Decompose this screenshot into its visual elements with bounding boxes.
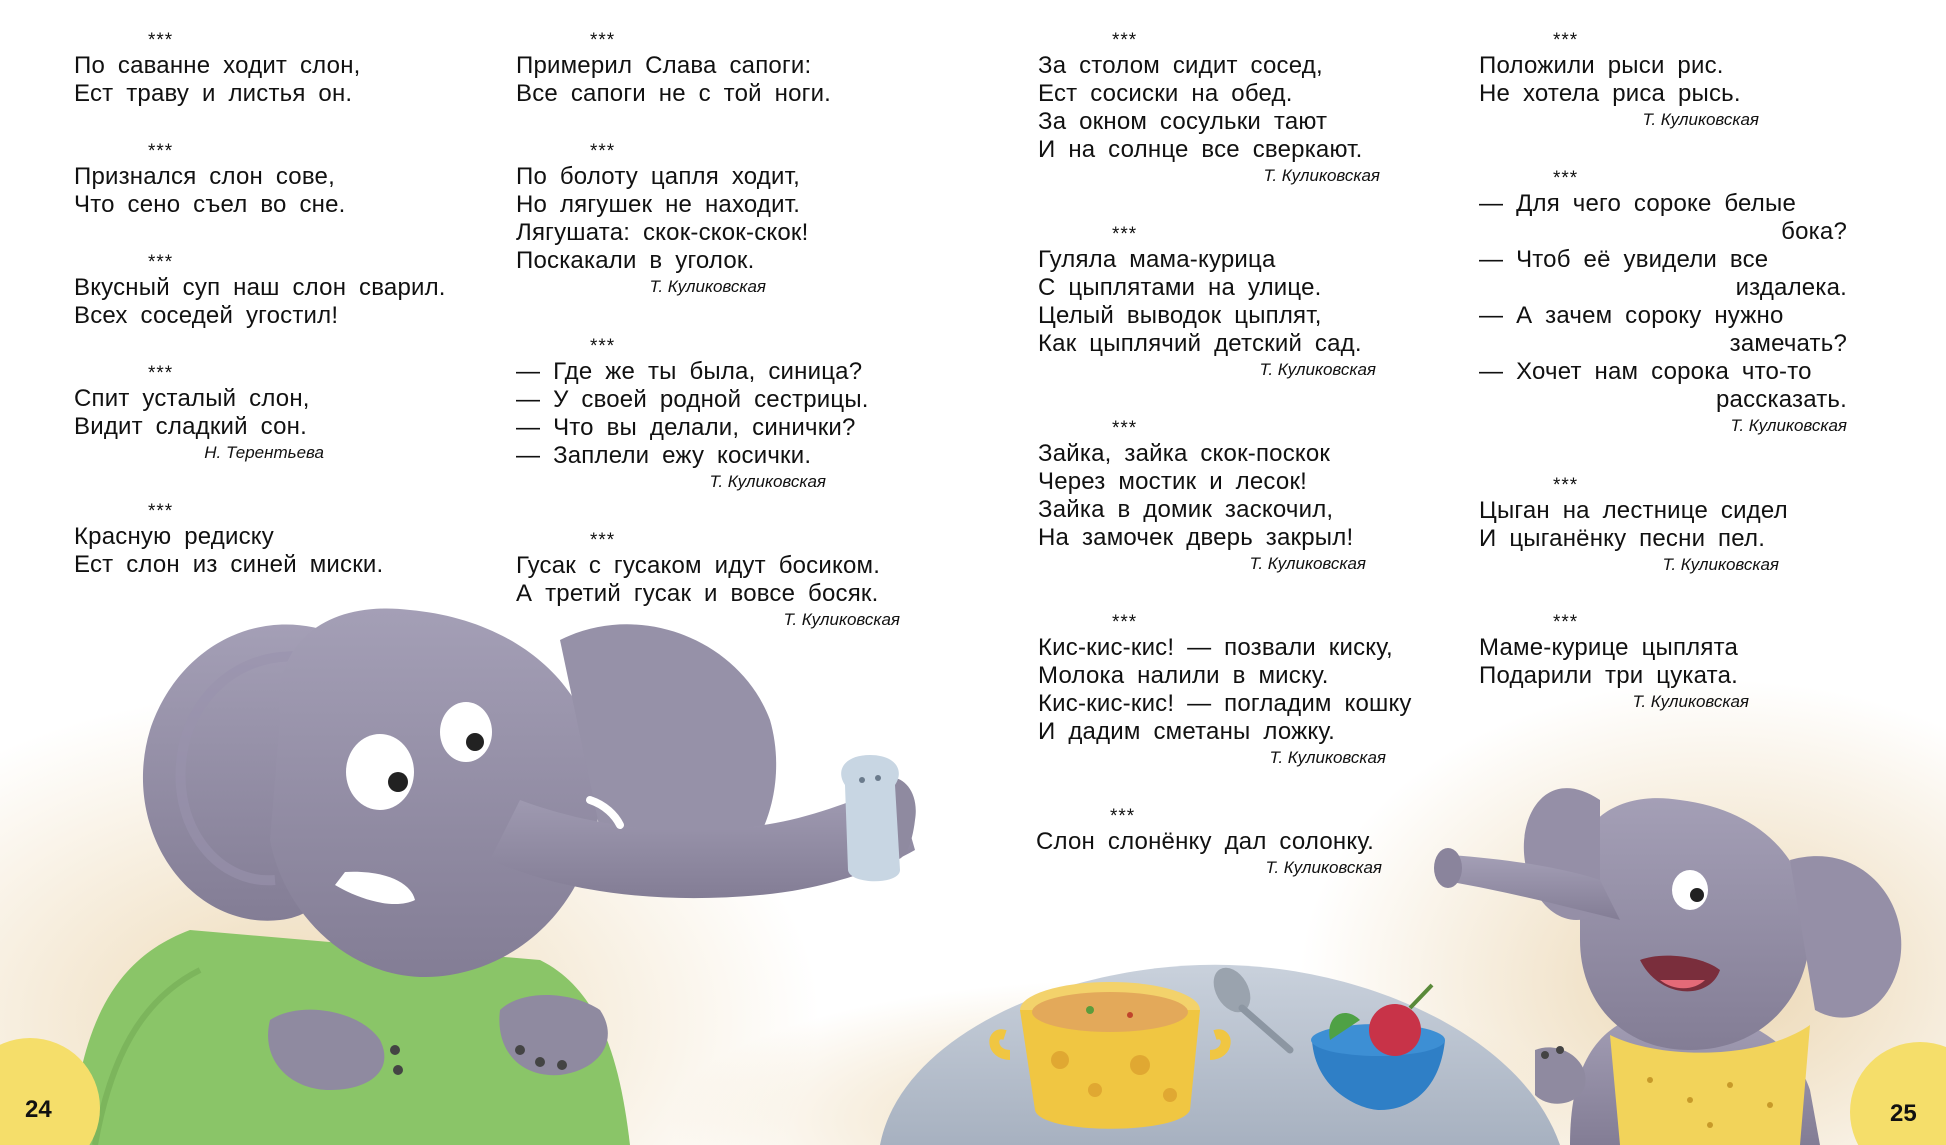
poem-line: рассказать. — [1716, 386, 1847, 413]
poem — [1038, 612, 1412, 770]
poem-author: Т. Куликовская — [1730, 416, 1847, 435]
stanza-separator: *** — [148, 363, 174, 384]
poem-line: Всех соседей угостил! — [74, 302, 339, 329]
page-number-right: 25 — [1890, 1100, 1917, 1127]
poem — [516, 530, 900, 632]
poem-author: Т. Куликовская — [1259, 360, 1376, 379]
poem — [1038, 224, 1376, 382]
poem — [1038, 30, 1380, 188]
poem-line: За окном сосульки тают — [1038, 108, 1328, 135]
stanza-separator: *** — [148, 30, 174, 51]
poem-line: Зайка в домик заскочил, — [1038, 496, 1334, 523]
poem — [1038, 418, 1366, 576]
poem — [1479, 30, 1759, 132]
poem-line: По болоту цапля ходит, — [516, 163, 800, 190]
poem-line: Целый выводок цыплят, — [1038, 302, 1322, 329]
poem-line: Подарили три цуката. — [1479, 662, 1738, 689]
stanza-separator: *** — [590, 141, 616, 162]
stanza-separator: *** — [1112, 612, 1138, 633]
poem — [516, 336, 869, 494]
stanza-separator: *** — [1553, 612, 1579, 633]
stanza-separator: *** — [148, 501, 174, 522]
poem-line: А третий гусак и вовсе босяк. — [516, 580, 879, 607]
poem-line: Слон слонёнку дал солонку. — [1036, 828, 1375, 855]
poem-author: Т. Куликовская — [1249, 554, 1366, 573]
poem-author: Т. Куликовская — [1642, 110, 1759, 129]
poem-line: По саванне ходит слон, — [74, 52, 361, 79]
poem-line: — Чтоб её увидели все — [1479, 246, 1769, 273]
poem-line: Не хотела риса рысь. — [1479, 80, 1741, 107]
poem-line: издалека. — [1735, 274, 1847, 301]
poem — [74, 30, 494, 108]
stanza-separator: *** — [1553, 475, 1579, 496]
poem — [1479, 612, 1749, 714]
poem — [74, 141, 494, 219]
poem-author: Т. Куликовская — [709, 472, 826, 491]
poem-line: — У своей родной сестрицы. — [516, 386, 869, 413]
stanza-separator: *** — [1553, 168, 1579, 189]
poem-line: Зайка, зайка скок-поскок — [1038, 440, 1331, 467]
poem-line: замечать? — [1729, 330, 1847, 357]
poem — [74, 501, 494, 579]
stanza-separator: *** — [1553, 30, 1579, 51]
poem — [1479, 168, 1847, 438]
poem-line: Спит усталый слон, — [74, 385, 310, 412]
poem-line: Положили рыси рис. — [1479, 52, 1724, 79]
poem-author: Т. Куликовская — [1662, 555, 1779, 574]
poem — [74, 363, 324, 465]
poem — [1479, 475, 1788, 577]
poem — [74, 252, 494, 330]
stanza-separator: *** — [590, 336, 616, 357]
poem-line: — Заплели ежу косички. — [516, 442, 812, 469]
poem-line: Ест сосиски на обед. — [1038, 80, 1293, 107]
poem-line: И дадим сметаны ложку. — [1038, 718, 1335, 745]
poem — [516, 141, 809, 299]
poem-line: Гуляла мама-курица — [1038, 246, 1276, 273]
poem-line: Вкусный суп наш слон сварил. — [74, 274, 446, 301]
poem-line: Лягушата: скок-скок-скок! — [516, 219, 809, 246]
poem-line: И цыганёнку песни пел. — [1479, 525, 1766, 552]
poem-line: — Для чего сороке белые — [1479, 190, 1797, 217]
poem-line: Все сапоги не с той ноги. — [516, 80, 832, 107]
poem-line: Примерил Слава сапоги: — [516, 52, 812, 79]
poem-author: Т. Куликовская — [1265, 858, 1382, 877]
poem — [1036, 806, 1382, 880]
salt-shaker-icon — [841, 755, 900, 881]
poem-line: На замочек дверь закрыл! — [1038, 524, 1354, 551]
poem-line: С цыплятами на улице. — [1038, 274, 1322, 301]
poem-line: Через мостик и лесок! — [1038, 468, 1308, 495]
poem — [516, 30, 936, 108]
poem-author: Т. Куликовская — [1632, 692, 1749, 711]
poem-line: Как цыплячий детский сад. — [1038, 330, 1362, 357]
stanza-separator: *** — [148, 252, 174, 273]
poem-line: Красную редиску — [74, 523, 274, 550]
poem-line: Но лягушек не находит. — [516, 191, 801, 218]
poem-line: Что сено съел во сне. — [74, 191, 346, 218]
stanza-separator: *** — [1112, 30, 1138, 51]
poem-line: Ест траву и листья он. — [74, 80, 353, 107]
stanza-separator: *** — [590, 530, 616, 551]
stanza-separator: *** — [590, 30, 616, 51]
poem-line: Гусак с гусаком идут босиком. — [516, 552, 881, 579]
poem-line: И на солнце все сверкают. — [1038, 136, 1363, 163]
poem-author: Т. Куликовская — [649, 277, 766, 296]
poem-author: Т. Куликовская — [1263, 166, 1380, 185]
poem-line: Кис-кис-кис! — позвали киску, — [1038, 634, 1393, 661]
stanza-separator: *** — [1112, 224, 1138, 245]
stanza-separator: *** — [1110, 806, 1136, 827]
poem-line: Цыган на лестнице сидел — [1479, 497, 1788, 524]
page-number-left: 24 — [25, 1096, 52, 1123]
poem-author: Н. Терентьева — [204, 443, 324, 462]
poem-author: Т. Куликовская — [1269, 748, 1386, 767]
stanza-separator: *** — [148, 141, 174, 162]
poem-line: Ест слон из синей миски. — [74, 551, 384, 578]
poem-line: За столом сидит сосед, — [1038, 52, 1323, 79]
poem-line: — А зачем сороку нужно — [1479, 302, 1784, 329]
poem-line: Видит сладкий сон. — [74, 413, 307, 440]
poem-line: бока? — [1781, 218, 1847, 245]
poem-line: — Что вы делали, синички? — [516, 414, 856, 441]
poem-line: Маме-курице цыплята — [1479, 634, 1739, 661]
poem-line: — Где же ты была, синица? — [516, 358, 863, 385]
poem-line: — Хочет нам сорока что-то — [1479, 358, 1812, 385]
stanza-separator: *** — [1112, 418, 1138, 439]
poem-line: Молока налили в миску. — [1038, 662, 1329, 689]
poem-line: Признался слон сове, — [74, 163, 335, 190]
poem-line: Поскакали в уголок. — [516, 247, 755, 274]
poem-line: Кис-кис-кис! — погладим кошку — [1038, 690, 1412, 717]
poem-author: Т. Куликовская — [783, 610, 900, 629]
